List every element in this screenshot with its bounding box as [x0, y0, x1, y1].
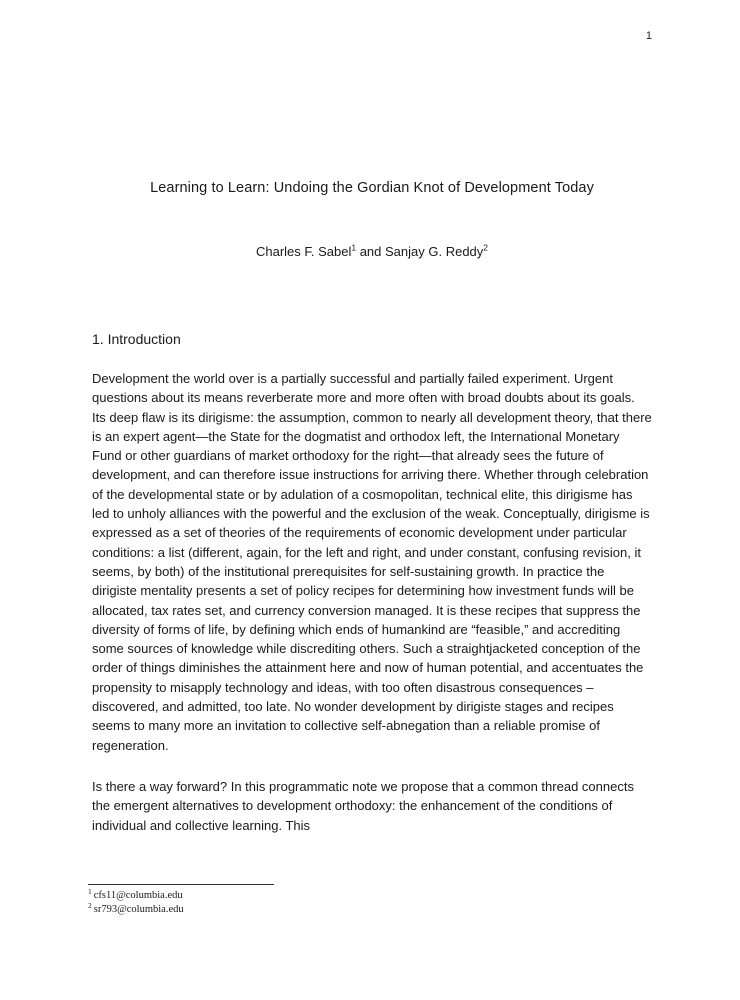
author-footnote-marker-1: 1 [351, 242, 357, 253]
section-heading-introduction: 1. Introduction [92, 331, 181, 347]
body-paragraph-1: Development the world over is a partially successful and partially failed experiment. Urgent questions about its means reverberate more and more often with broad doubts about its goals. Its deep flaw is its dirigisme: the assumption, common to nearly all development theory, that there is an expert agent—the State for the dogmatist and orthodox left, the International Monetary Fund or other guardians of market orthodoxy for the right—that already sees the future of development, and can therefore issue instructions for arriving there. Whether through celebration of the developmental state or by adulation of a cosmopolitan, technical elite, this dirigisme has led to unholy alliances with the powerful and the exclusion of the weak. Conceptually, dirigisme is expressed as a set of theories of the requirements of economic development under particular conditions: a list (different, again, for the left and right, and under constant, confusing revision, it seems, by both) of the institutional prerequisites for self-sustaining growth. In practice the dirigiste mentality presents a set of policy recipes for determining how investment funds will be allocated, tax rates set, and currency conversion managed. It is these recipes that suppress the diversity of forms of life, by defining which ends of humankind are “feasible,” and accrediting some sources of knowledge while discrediting others. Such a straightjacketed conception of the order of things diminishes the attainment here and now of human potential, and accentuates the propensity to misapply technology and ideas, with too often disastrous consequences – discovered, and admitted, too late. No wonder development by dirigiste stages and recipes seems to many more an invitation to collective self-abnegation than a reliable promise of regeneration. [92, 371, 652, 753]
author-name-2: Sanjay G. Reddy [385, 244, 484, 259]
footnote-text: sr793@columbia.edu [93, 904, 184, 915]
author-conjunction: and [356, 244, 386, 259]
footnote-item [88, 886, 608, 903]
footnote-item [88, 900, 608, 917]
author-footnote-marker-2: 2 [483, 242, 489, 253]
body-paragraph-2: Is there a way forward? In this programmatic note we propose that a common thread connects the emergent alternatives to development orthodoxy: the enhancement of the conditions of individual and collective learning. This [92, 778, 634, 833]
footnote-marker: 2 [88, 900, 92, 910]
footnote-section [88, 886, 608, 917]
author-line [92, 244, 652, 259]
footnote-separator [88, 884, 274, 885]
author-name-1: Charles F. Sabel [255, 244, 352, 259]
page-title: Learning to Learn: Undoing the Gordian Knot of Development Today [150, 180, 594, 196]
footnote-marker: 1 [88, 886, 92, 896]
footnote-text: cfs11@columbia.edu [93, 890, 183, 901]
page-content [92, 180, 652, 835]
page-number: 1 [645, 30, 652, 42]
